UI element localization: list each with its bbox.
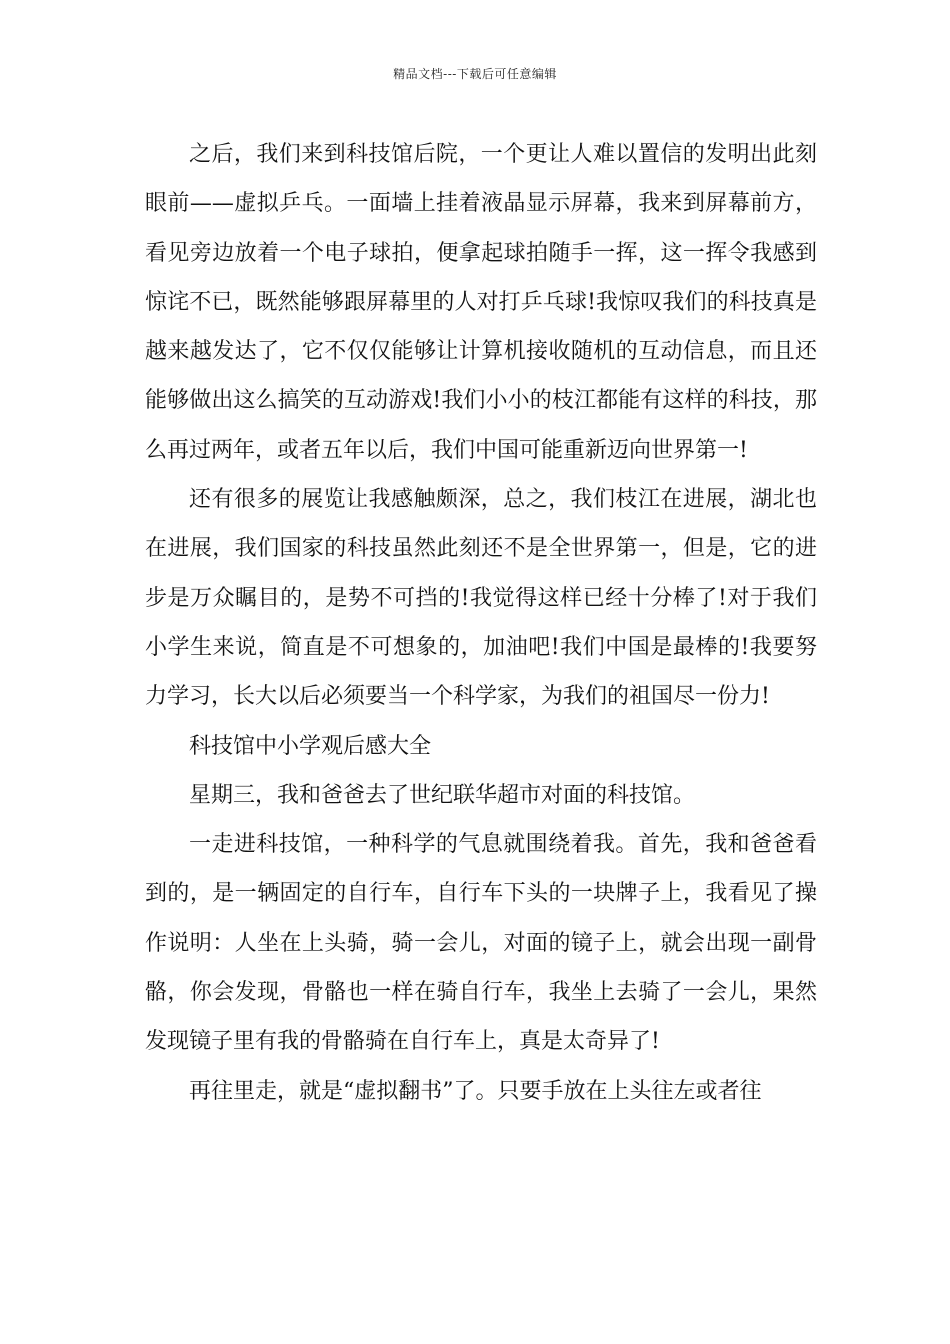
paragraph-bicycle-skeleton: 一走进科技馆，一种科学的气息就围绕着我。首先，我和爸爸看到的，是一辆固定的自行车，自行车下头的一块牌子上，我看见了操作说明：人坐在上头骑，骑一会儿，对面的镜子上，就会出现一副骨骼，你会发现，骨骼也一样在骑自行车，我坐上去骑了一会儿，果然发现镜子里有我的骨骼骑在自行车上，真是太奇异了! [145, 832, 817, 1055]
section-title: 科技馆中小学观后感大全 [189, 733, 432, 759]
paragraph-virtual-pingpong: 之后，我们来到科技馆后院，一个更让人难以置信的发明出此刻眼前——虚拟乒乓。一面墙上挂着液晶显示屏幕，我来到屏幕前方，看见旁边放着一个电子球拍，便拿起球拍随手一挥，这一挥令我感到惊诧不已，既然能够跟屏幕里的人对打乒乓球!我惊叹我们的科技真是越来越发达了，它不仅仅能够让计算机接收随机的互动信息，而且还能够做出这么搞笑的互动游戏!我们小小的枝江都能有这样的科技，那么再过两年，或者五年以后，我们中国可能重新迈向世界第一! [145, 142, 817, 463]
paragraph-exhibition-impressions: 还有很多的展览让我感触颇深，总之，我们枝江在进展，湖北也在进展，我们国家的科技虽然此刻还不是全世界第一，但是，它的进步是万众瞩目的，是势不可挡的!我觉得这样已经十分棒了!对于我们小学生来说，简直是不可想象的，加油吧!我们中国是最棒的!我要努力学习，长大以后必须要当一个科学家，为我们的祖国尽一份力! [145, 487, 817, 710]
paragraph-wednesday-visit: 星期三，我和爸爸去了世纪联华超市对面的科技馆。 [189, 782, 696, 808]
page-header: 精品文档---下载后可任意编辑 [393, 67, 557, 81]
document-body [145, 130, 817, 1116]
paragraph-virtual-book: 再往里走，就是“虚拟翻书”了。只要手放在上头往左或者往 [189, 1078, 762, 1104]
